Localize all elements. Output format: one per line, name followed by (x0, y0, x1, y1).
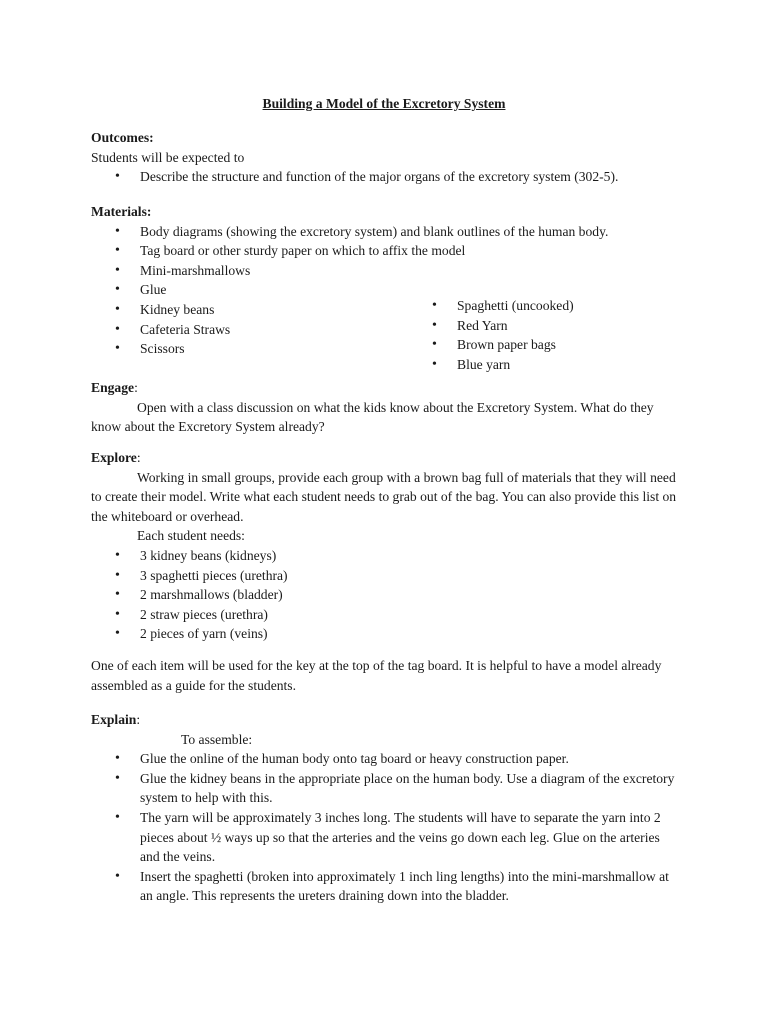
page-title: Building a Model of the Excretory System (262, 96, 506, 111)
list-item: • Glue the kidney beans in the appropriate place on the human body. Use a diagram of the excretory system to help with this. (91, 769, 681, 808)
explain-assemble-label: To assemble: (181, 731, 253, 747)
list-item: • Blue yarn (408, 355, 688, 375)
outcomes-heading: Outcomes: (91, 130, 154, 145)
list-item: • Mini-marshmallows (91, 261, 681, 281)
explain-section (91, 710, 681, 906)
materials-list-right (408, 296, 688, 374)
list-item: • Insert the spaghetti (broken into approximately 1 inch ling lengths) into the mini-marshmallow at an angle. This represents the ureters draining down into the bladder. (91, 867, 681, 906)
list-item: • Scissors (91, 339, 681, 359)
list-item: • Glue the online of the human body onto tag board or heavy construction paper. (91, 749, 681, 769)
list-item: • 2 pieces of yarn (veins) (91, 624, 681, 644)
outcomes-list (91, 167, 681, 187)
explore-needs-list (91, 546, 681, 644)
explain-list (91, 749, 681, 906)
list-item: • 3 kidney beans (kidneys) (91, 546, 681, 566)
list-item: • 2 straw pieces (urethra) (91, 605, 681, 625)
explain-colon: : (136, 712, 141, 727)
engage-text: Open with a class discussion on what the kids know about the Excretory System. What do they know about the Excretory System already? (91, 399, 654, 435)
engage-colon: : (134, 380, 138, 395)
explore-text: Working in small groups, provide each group with a brown bag full of materials that they will need to create their model. Write what each student needs to grab out of the bag. You can also provide this list on the whiteboard or overhead. (91, 469, 677, 524)
list-item: • Cafeteria Straws (91, 320, 681, 340)
list-item: • Body diagrams (showing the excretory system) and blank outlines of the human body. (91, 222, 681, 242)
list-item: • Red Yarn (408, 316, 688, 336)
list-item: • 2 marshmallows (bladder) (91, 585, 681, 605)
explore-needs-label: Each student needs: (137, 528, 245, 544)
outcomes-intro: Students will be expected to (91, 149, 245, 165)
list-item: • 3 spaghetti pieces (urethra) (91, 566, 681, 586)
list-item: • Describe the structure and function of the major organs of the excretory system (302-5). (91, 167, 681, 187)
engage-heading: Engage (91, 380, 135, 395)
explore-colon: : (136, 450, 141, 465)
list-item: • Brown paper bags (408, 335, 688, 355)
engage-section (91, 378, 681, 437)
list-item: • Kidney beans (91, 300, 681, 320)
explore-heading: Explore (91, 450, 137, 465)
explore-note: One of each item will be used for the key at the top of the tag board. It is helpful to have a model already assembled as a guide for the students. (91, 658, 662, 693)
list-item: • Glue (91, 280, 681, 300)
outcomes-section (91, 128, 681, 187)
explore-section (91, 448, 681, 644)
list-item: • Tag board or other sturdy paper on which to affix the model (91, 241, 681, 261)
list-item: • Spaghetti (uncooked) (408, 296, 688, 316)
materials-heading: Materials: (91, 204, 152, 219)
list-item: • The yarn will be approximately 3 inches long. The students will have to separate the yarn into 2 pieces about ½ ways up so that the arteries and the veins go down each leg. Glue on the arteries and the veins. (91, 808, 681, 867)
explain-heading: Explain (91, 712, 137, 727)
